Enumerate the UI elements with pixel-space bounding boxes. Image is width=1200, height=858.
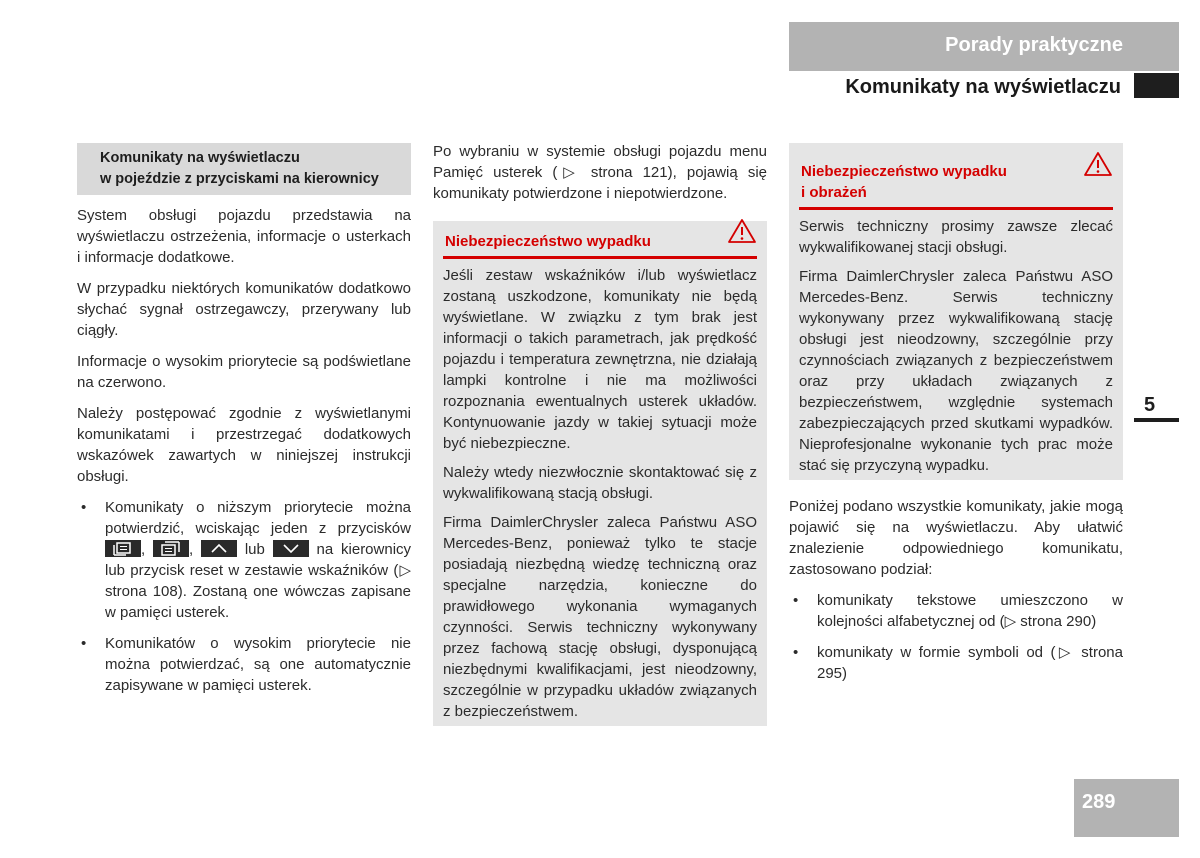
conjunction: lub [244,541,265,558]
paragraph: Należy postępować zgodnie z wyświetlanymi komunikatami i przestrzegać dodatkowych wskazówek zawartych w niniejszej instrukcji obsługi. [77,405,411,485]
separator: , [141,541,146,558]
warning-title-line-2: i obrażeń [801,184,867,201]
bullet-marker: • [81,635,87,652]
list-item [77,497,411,623]
warning-paragraph: Firma DaimlerChrysler zaleca Państwu ASO Mercedes-Benz, ponieważ tylko te stacje posiadają niezbędną wiedzę techniczną oraz specjalne narzędzia, konieczne do prawidłowego wykonania wymaganych czynności. Serwis techniczny wykonywany przez fachową stację obsługi, dysponującą niezbędnymi kwalifikacjami, jest nieodzowny, szczególnie w przypadku układów związanych z bezpieczeństwem. [443,514,757,720]
arrow-down-icon [273,540,309,557]
warning-triangle-icon [1083,151,1113,183]
paragraph: Poniżej podano wszystkie komunikaty, jakie mogą pojawić się na wyświetlaczu. Aby ułatwić znalezienie odpowiedniego komunikatu, zastosowano podział: [789,498,1123,578]
warning-paragraph: Należy wtedy niezwłocznie skontaktować się z wykwalifikowaną stacją obsługi. [443,464,757,502]
warning-paragraph: Serwis techniczny prosimy zawsze zlecać wykwalifikowanej stacji obsługi. [799,218,1113,256]
bullet-list [789,590,1123,684]
bullet-text: Komunikatów o wysokim priorytecie nie można potwierdzać, są one automatycznie zapisywane w pamięci usterek. [105,635,411,694]
warning-title-line-1: Niebezpieczeństwo wypadku [801,163,1007,180]
bullet-marker: • [793,592,799,609]
warning-box [789,143,1123,480]
bullet-text: komunikaty w formie symboli od (▷ strona 295) [817,644,1123,682]
column-2 [433,141,767,726]
column-1 [77,143,411,706]
paragraph: System obsługi pojazdu przedstawia na wyświetlaczu ostrzeżenia, informacje o usterkach i informacje dodatkowe. [77,207,411,266]
chapter-tab: 5 [1134,388,1179,422]
list-item [789,590,1123,632]
list-item [789,642,1123,684]
column-3 [789,143,1123,694]
warning-triangle-icon [727,218,757,250]
bullet-text: komunikaty tekstowe umieszczono w kolejności alfabetycznej od (▷ strona 290) [817,592,1123,630]
warning-title-text: Niebezpieczeństwo wypadku [445,233,651,250]
section-header: Porady praktyczne [789,22,1179,71]
bullet-marker: • [793,644,799,661]
subheading-line-1: Komunikaty na wyświetlaczu [100,150,300,166]
paragraph: Informacje o wysokim priorytecie są podświetlane na czerwono. [77,353,411,391]
subheading-line-2: w pojeździe z przyciskami na kierownicy [100,171,379,187]
header-marker-block [1134,73,1179,98]
subheading [77,143,411,195]
list-item [77,633,411,696]
page-title: Komunikaty na wyświetlaczu [845,76,1121,98]
separator: , [189,541,194,558]
warning-title [443,221,757,259]
bullet-text-before: Komunikaty o niższym priorytecie można potwierdzić, wciskając jeden z przycisków [105,499,411,537]
warning-box [433,221,767,726]
paragraph: Po wybraniu w systemie obsługi pojazdu menu Pamięć usterek (▷ strona 121), pojawią się komunikaty potwierdzone i niepotwierdzone. [433,143,767,202]
paragraph: W przypadku niektórych komunikatów dodatkowo słychać sygnał ostrzegawczy, przerywany lub ciągły. [77,280,411,339]
warning-paragraph: Firma DaimlerChrysler zaleca Państwu ASO Mercedes-Benz. Serwis techniczny wykonywany przez wykwalifikowaną stację obsługi jest nieodzowny, szczególnie przy czynnościach związanych z bezpieczeństwem oraz przy układach związanych z bezpieczeństwem, względnie systemach zabezpieczających przed skutkami wypadków. Nieprofesjonalne wykonanie tych prac może stać się przyczyną wypadku. [799,268,1113,474]
display-page-forward-icon [153,540,189,557]
bullet-marker: • [81,499,87,516]
display-page-back-icon [105,540,141,557]
bullet-text-after: na kierownicy lub przycisk reset w zestawie wskaźników (▷ strona 108). Zostaną one wówczas zapisane w pamięci usterek. [105,541,412,621]
page-number: 289 [1074,779,1179,837]
warning-title [799,143,1113,210]
warning-paragraph: Jeśli zestaw wskaźników i/lub wyświetlacz zostaną uszkodzone, komunikaty nie będą wyświetlane. W związku z tym brak jest informacji o takich parametrach, jak prędkość pojazdu i temperatura zewnętrzna, nie działają lampki kontrolne i nie ma możliwości rozpoznania ewentualnych usterek układów. Kontynuowanie jazdy w takiej sytuacji może być niebezpieczne. [443,267,757,452]
arrow-up-icon [201,540,237,557]
bullet-list [77,497,411,696]
